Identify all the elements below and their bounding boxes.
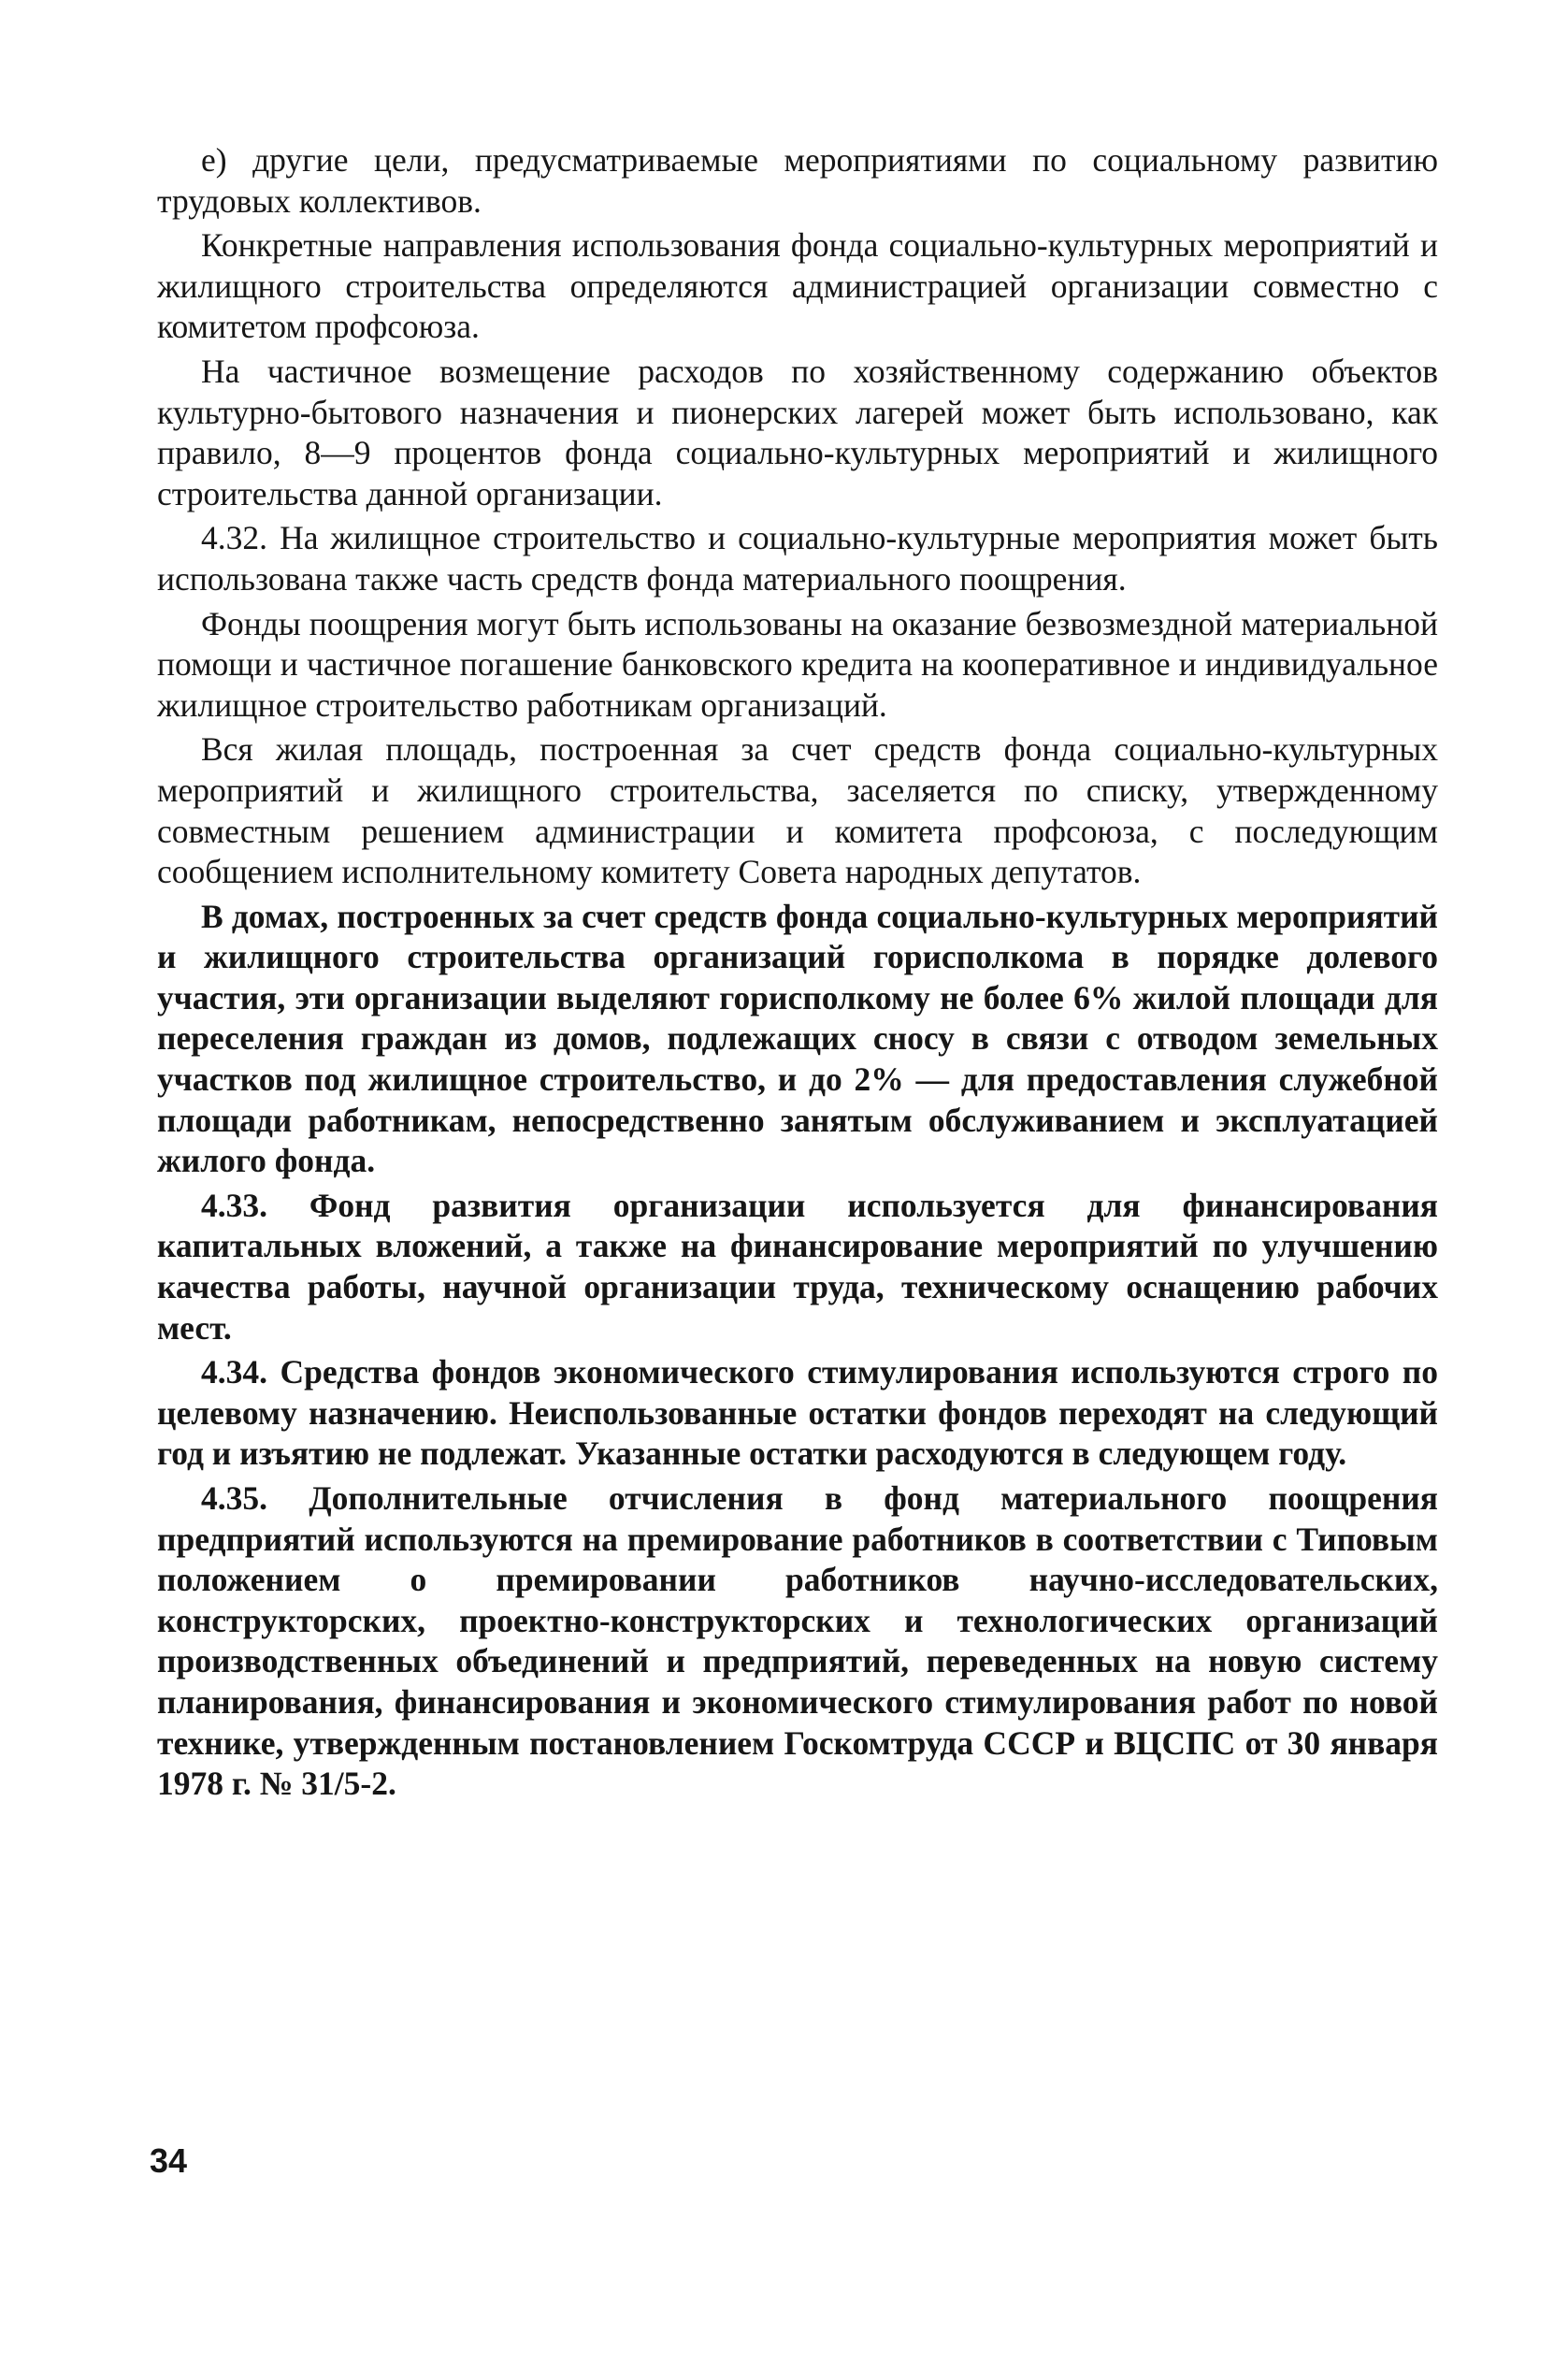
paragraph-living-space: Вся жилая площадь, построенная за счет средств фонда социально-культурных мероприятий и жилищного строительства, заселяется по списку, утвержденному совместным решением администрации и комитета профсоюза, с последующим сообщением исполнительному комитету Совета народных депутатов. xyxy=(157,730,1438,891)
paragraph-incentive-funds: Фонды поощрения могут быть использованы на оказание безвозмездной материальной помощи и частичное погашение банковского кредита на кооперативное и индивидуальное жилищное строительство работникам организаций. xyxy=(157,604,1438,724)
paragraph-shared-construction: В домах, построенных за счет средств фонда социально-культурных мероприятий и жилищного строительства организаций горисполкома в порядке долевого участия, эти организации выделяют горисполкому не более 6% жилой площади для переселения граждан из домов, подлежащих сносу в связи с отводом земельных участков под жилищное строительство, и до 2% — для предоставления служебной площади работникам, непосредственно занятым обслуживанием и эксплуатацией жилого фонда. xyxy=(157,897,1438,1180)
paragraph-item-e: е) другие цели, предусматриваемые мероприятиями по социальному развитию трудовых коллективов. xyxy=(157,141,1438,220)
page-number: 34 xyxy=(150,2141,188,2180)
paragraph-section-4-35: 4.35. Дополнительные отчисления в фонд материального поощрения предприятий используются на премирование работников в соответствии с Типовым положением о премировании работников научно-исследовательских, конструкторских, проектно-конструкторских и технологических организаций производственных объединений и предприятий, переведенных на новую систему планирования, финансирования и экономического стимулирования работ по новой технике, утвержденным постановлением Госкомтруда СССР и ВЦСПС от 30 января 1978 г. № 31/5-2. xyxy=(157,1479,1438,1803)
paragraph-fund-directions: Конкретные направления использования фонда социально-культурных мероприятий и жилищного строительства определяются администрацией организации совместно с комитетом профсоюза. xyxy=(157,226,1438,346)
paragraph-section-4-34: 4.34. Средства фондов экономического стимулирования используются строго по целевому назначению. Неиспользованные остатки фондов переходят на следующий год и изъятию не подлежат. Указанные остатки расходуются в следующем году. xyxy=(157,1353,1438,1473)
paragraph-section-4-33: 4.33. Фонд развития организации используется для финансирования капитальных вложений, а также на финансирование мероприятий по улучшению качества работы, научной организации труда, техническому оснащению рабочих мест. xyxy=(157,1186,1438,1347)
paragraph-expense-compensation: На частичное возмещение расходов по хозяйственному содержанию объектов культурно-бытового назначения и пионерских лагерей может быть использовано, как правило, 8—9 процентов фонда социально-культурных мероприятий и жилищного строительства данной организации. xyxy=(157,352,1438,512)
paragraph-section-4-32: 4.32. На жилищное строительство и социально-культурные мероприятия может быть использована также часть средств фонда материального поощрения. xyxy=(157,519,1438,598)
page-body xyxy=(157,140,1438,1809)
